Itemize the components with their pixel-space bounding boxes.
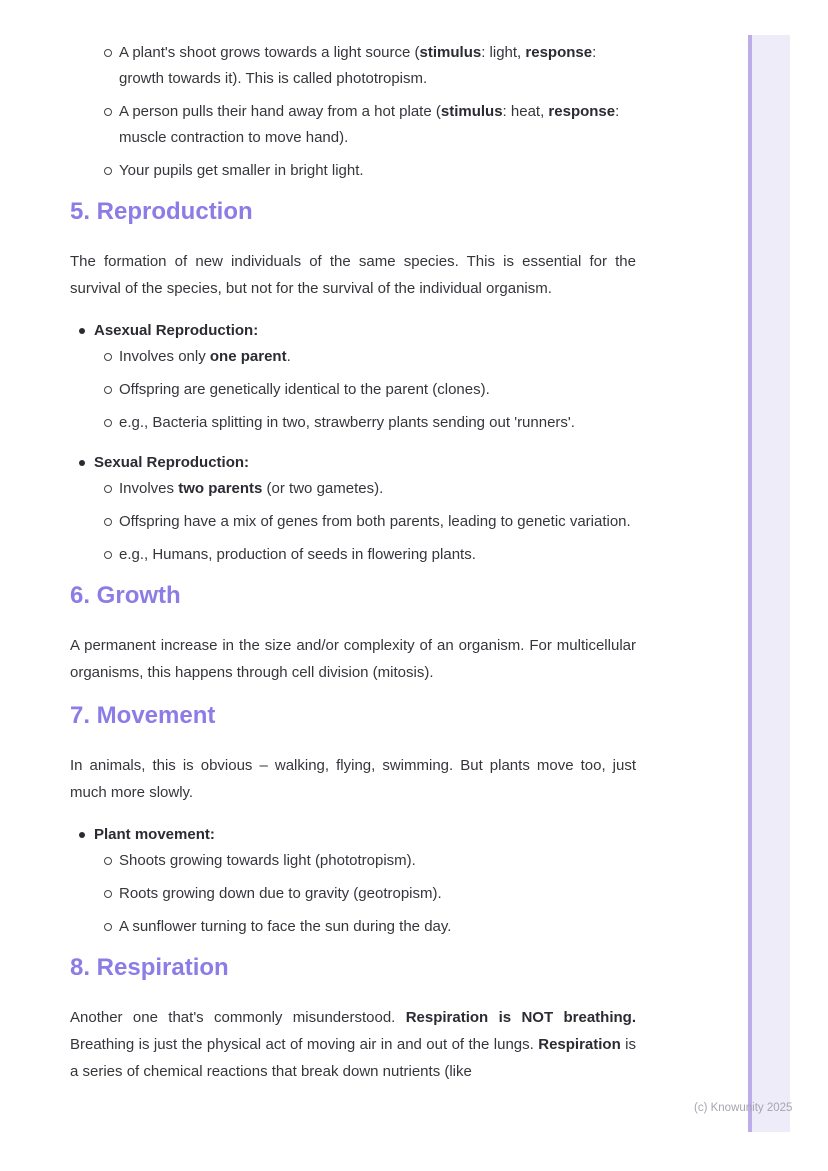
list-item — [70, 99, 636, 151]
list-item — [70, 881, 636, 907]
sublist — [70, 476, 636, 568]
circle-bullet-icon — [104, 419, 112, 427]
list-item-text: Involves two parents (or two gametes). — [119, 480, 384, 497]
circle-bullet-icon — [104, 518, 112, 526]
paragraph-growth: A permanent increase in the size and/or complexity of an organism. For multicellular organisms, this happens through cell division (mitosis). — [70, 637, 636, 681]
list-item-text: e.g., Bacteria splitting in two, strawberry plants sending out 'runners'. — [119, 414, 575, 431]
list-item-text: Offspring are genetically identical to the parent (clones). — [119, 381, 490, 398]
watermark: (c) Knowunity 2025 — [694, 1102, 793, 1114]
list-item-text: Shoots growing towards light (phototropism). — [119, 852, 416, 869]
list-item-text: A plant's shoot grows towards a light source (stimulus: light, response: growth towards it). This is called phototropism. — [119, 44, 597, 87]
list-item — [70, 822, 636, 940]
circle-bullet-icon — [104, 857, 112, 865]
list-item — [70, 450, 636, 568]
list-item-text: Roots growing down due to gravity (geotropism). — [119, 885, 442, 902]
list-item — [70, 914, 636, 940]
paragraph-reproduction: The formation of new individuals of the same species. This is essential for the survival of the species, but not for the survival of the individual organism. — [70, 253, 636, 297]
paragraph-movement: In animals, this is obvious – walking, flying, swimming. But plants move too, just much more slowly. — [70, 757, 636, 801]
section-heading-reproduction: 5. Reproduction — [70, 198, 253, 225]
sublist — [70, 344, 636, 436]
movement-list — [70, 822, 636, 940]
list-item — [70, 848, 636, 874]
circle-bullet-icon — [104, 167, 112, 175]
list-item-text: Your pupils get smaller in bright light. — [119, 162, 364, 179]
intro-list — [70, 40, 636, 184]
list-item — [70, 318, 636, 436]
list-item — [70, 476, 636, 502]
list-item-label — [70, 318, 636, 344]
reproduction-list — [70, 318, 636, 568]
list-item-text: e.g., Humans, production of seeds in flowering plants. — [119, 546, 476, 563]
disc-bullet-icon — [79, 832, 85, 838]
circle-bullet-icon — [104, 108, 112, 116]
list-item-label — [70, 822, 636, 848]
section-heading-respiration: 8. Respiration — [70, 954, 229, 981]
list-item — [70, 410, 636, 436]
circle-bullet-icon — [104, 890, 112, 898]
page-content — [70, 40, 636, 1101]
circle-bullet-icon — [104, 49, 112, 57]
list-item-text: Asexual Reproduction: — [94, 322, 259, 339]
list-item — [70, 40, 636, 92]
list-item-text: Offspring have a mix of genes from both parents, leading to genetic variation. — [119, 513, 631, 530]
section-heading-growth: 6. Growth — [70, 582, 181, 609]
list-item-text: A sunflower turning to face the sun during the day. — [119, 918, 452, 935]
list-item-text: Plant movement: — [94, 826, 215, 843]
list-item-text: Sexual Reproduction: — [94, 454, 250, 471]
list-item-text: Involves only one parent. — [119, 348, 291, 365]
circle-bullet-icon — [104, 353, 112, 361]
disc-bullet-icon — [79, 460, 85, 466]
list-item-label — [70, 450, 636, 476]
paragraph-respiration: Another one that's commonly misunderstood. Respiration is NOT breathing. Breathing is just the physical act of moving air in and out of the lungs. Respiration is a series of chemical reactions that break down nutrients (like — [70, 1009, 637, 1080]
list-item — [70, 344, 636, 370]
circle-bullet-icon — [104, 923, 112, 931]
page-edge-strip — [752, 35, 790, 1132]
section-heading-movement: 7. Movement — [70, 702, 216, 729]
list-item — [70, 377, 636, 403]
list-item — [70, 509, 636, 535]
list-item — [70, 542, 636, 568]
circle-bullet-icon — [104, 485, 112, 493]
circle-bullet-icon — [104, 386, 112, 394]
disc-bullet-icon — [79, 328, 85, 334]
circle-bullet-icon — [104, 551, 112, 559]
sublist — [70, 848, 636, 940]
list-item-text: A person pulls their hand away from a hot plate (stimulus: heat, response: muscle contraction to move hand). — [119, 103, 620, 146]
list-item — [70, 158, 636, 184]
